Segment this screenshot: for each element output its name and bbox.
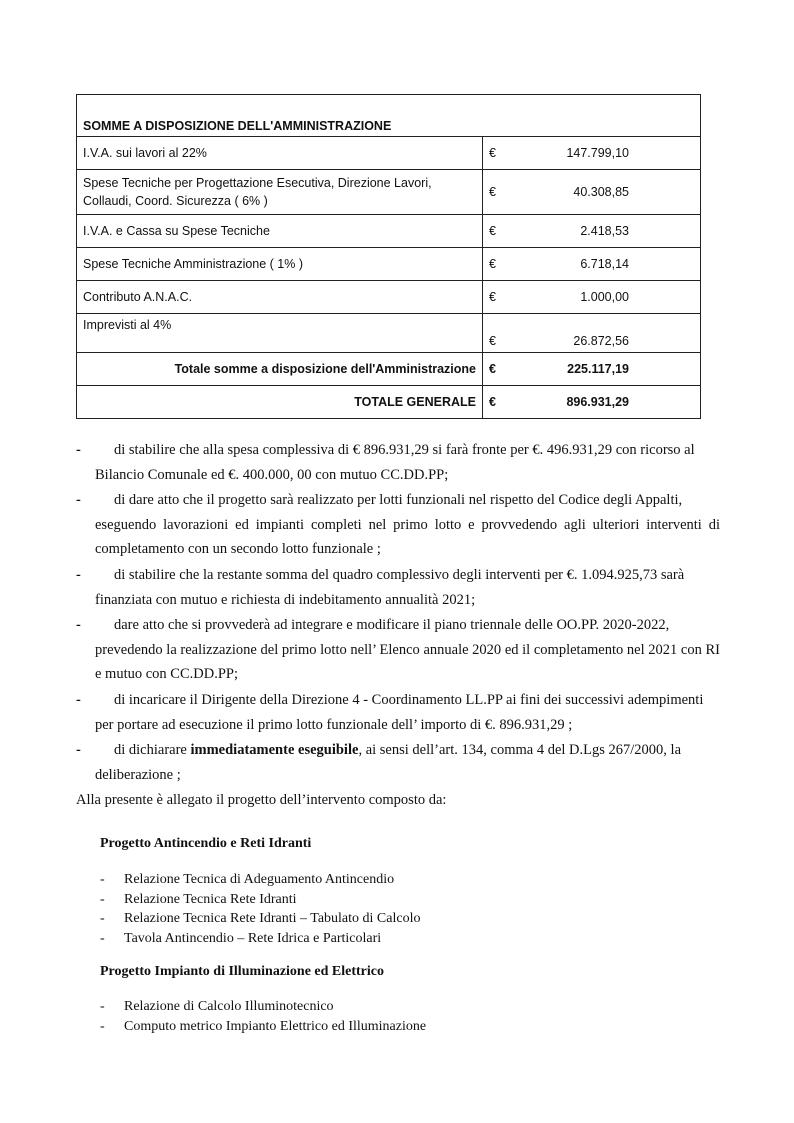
total-somme-label: Totale somme a disposizione dell'Amministrazione bbox=[77, 353, 483, 386]
row-label: Spese Tecniche Amministrazione ( 1% ) bbox=[77, 248, 483, 281]
currency-symbol: € bbox=[489, 362, 496, 376]
paragraph-line: di stabilire che la restante somma del quadro complessivo degli interventi per €. 1.094.925,73 sarà bbox=[114, 567, 685, 583]
paragraph-triennial-plan bbox=[76, 613, 720, 687]
paragraph-line: dare atto che si provvederà ad integrare e modificare il piano triennale delle OO.PP. 2020-2022, bbox=[114, 617, 670, 633]
list-item bbox=[100, 870, 420, 890]
currency-symbol: € bbox=[489, 395, 496, 409]
row-label: Contributo A.N.A.C. bbox=[77, 281, 483, 314]
total-generale-label: TOTALE GENERALE bbox=[77, 386, 483, 419]
currency-symbol: € bbox=[489, 224, 496, 238]
dash-bullet: - bbox=[100, 930, 105, 946]
paragraph-assignment bbox=[76, 688, 720, 737]
cost-table bbox=[76, 94, 701, 419]
bold-text: immediatamente eseguibile bbox=[190, 742, 359, 758]
list-item bbox=[100, 997, 426, 1017]
list-item-text: Relazione Tecnica Rete Idranti – Tabulato di Calcolo bbox=[124, 911, 421, 926]
dash-bullet: - bbox=[76, 442, 81, 458]
currency-symbol: € bbox=[489, 146, 496, 160]
paragraph-line: finanziata con mutuo e richiesta di indebitamento annualità 2021; bbox=[95, 591, 476, 608]
paragraph-remaining-sum bbox=[76, 563, 720, 612]
section-title: Progetto Impianto di Illuminazione ed Elettrico bbox=[100, 964, 384, 979]
currency-symbol: € bbox=[489, 257, 496, 271]
total-generale-row bbox=[77, 386, 701, 419]
text-fragment: di dichiarare bbox=[114, 742, 191, 758]
paragraph-line: per portare ad esecuzione il primo lotto funzionale dell’ importo di €. 896.931,29 ; bbox=[95, 716, 573, 733]
table-row bbox=[77, 170, 701, 215]
row-label: I.V.A. e Cassa su Spese Tecniche bbox=[77, 215, 483, 248]
list-item bbox=[100, 909, 420, 929]
table-row bbox=[77, 215, 701, 248]
dash-bullet: - bbox=[100, 999, 105, 1014]
table-row bbox=[77, 314, 701, 353]
list-item-text: Tavola Antincendio – Rete Idrica e Particolari bbox=[124, 930, 382, 946]
attachment-list bbox=[100, 870, 420, 948]
section-title: Progetto Antincendio e Reti Idranti bbox=[100, 836, 312, 851]
text-fragment: , ai sensi dell’art. 134, comma 4 del D.Lgs 267/2000, la bbox=[358, 742, 681, 758]
list-item bbox=[100, 929, 420, 949]
dash-bullet: - bbox=[76, 692, 81, 708]
paragraph-line: deliberazione ; bbox=[95, 766, 181, 783]
table-row bbox=[77, 281, 701, 314]
paragraph-line: prevedendo la realizzazione del primo lotto nell’ Elenco annuale 2020 ed il completamento nel 2021 con RI e mutuo con CC.DD.PP; bbox=[95, 641, 720, 682]
row-amount: 6.718,14 bbox=[580, 257, 629, 271]
dash-bullet: - bbox=[100, 911, 105, 926]
paragraph-financing bbox=[76, 438, 720, 487]
row-amount: 2.418,53 bbox=[580, 224, 629, 238]
row-amount: 40.308,85 bbox=[573, 185, 629, 199]
total-somme-amount: 225.117,19 bbox=[567, 362, 629, 376]
attachment-list bbox=[100, 997, 426, 1036]
dash-bullet: - bbox=[76, 742, 81, 758]
row-label: Spese Tecniche per Progettazione Esecutiva, Direzione Lavori, Collaudi, Coord. Sicurezza ( 6% ) bbox=[77, 170, 483, 215]
paragraph-lots bbox=[76, 488, 720, 562]
list-item-text: Relazione di Calcolo Illuminotecnico bbox=[124, 999, 334, 1014]
currency-symbol: € bbox=[489, 290, 496, 304]
row-amount: 1.000,00 bbox=[580, 290, 629, 304]
paragraph-line: di incaricare il Dirigente della Direzione 4 - Coordinamento LL.PP ai fini dei successivi adempimenti bbox=[114, 692, 704, 708]
list-item-text: Computo metrico Impianto Elettrico ed Illuminazione bbox=[124, 1018, 427, 1034]
list-item bbox=[100, 890, 420, 910]
list-item bbox=[100, 1017, 426, 1037]
paragraph-line: Bilancio Comunale ed €. 400.000, 00 con mutuo CC.DD.PP; bbox=[95, 466, 449, 483]
paragraph-line: di dare atto che il progetto sarà realizzato per lotti funzionali nel rispetto del Codice degli Appalti, bbox=[114, 492, 683, 508]
paragraph-line bbox=[76, 738, 720, 763]
list-item-text: Relazione Tecnica di Adeguamento Antincendio bbox=[124, 872, 395, 887]
dash-bullet: - bbox=[100, 872, 105, 887]
table-row bbox=[77, 137, 701, 170]
row-amount: 147.799,10 bbox=[566, 146, 629, 160]
currency-symbol: € bbox=[489, 185, 496, 199]
dash-bullet: - bbox=[100, 1018, 105, 1034]
row-amount: 26.872,56 bbox=[573, 334, 629, 348]
table-row bbox=[77, 248, 701, 281]
total-somme-row bbox=[77, 353, 701, 386]
row-label: Imprevisti al 4% bbox=[77, 314, 483, 353]
paragraph-immediate-execution bbox=[76, 738, 720, 787]
total-generale-amount: 896.931,29 bbox=[566, 395, 629, 409]
paragraph-line: eseguendo lavorazioni ed impianti completi nel primo lotto e provvedendo agli ulteriori interventi di completamento con un secondo lotto funzionale ; bbox=[95, 516, 720, 557]
table-header: SOMME A DISPOSIZIONE DELL'AMMINISTRAZIONE bbox=[77, 95, 701, 137]
dash-bullet: - bbox=[76, 617, 81, 633]
dash-bullet: - bbox=[76, 567, 81, 583]
intro-text: Alla presente è allegato il progetto dell’intervento composto da: bbox=[76, 792, 447, 808]
dash-bullet: - bbox=[100, 891, 105, 907]
list-item-text: Relazione Tecnica Rete Idranti bbox=[124, 891, 297, 907]
table-header-row bbox=[77, 95, 701, 137]
paragraph-line: di stabilire che alla spesa complessiva di € 896.931,29 si farà fronte per €. 496.931,29 con ricorso al bbox=[114, 442, 695, 458]
dash-bullet: - bbox=[76, 492, 81, 508]
currency-symbol: € bbox=[489, 334, 496, 348]
row-label: I.V.A. sui lavori al 22% bbox=[77, 137, 483, 170]
